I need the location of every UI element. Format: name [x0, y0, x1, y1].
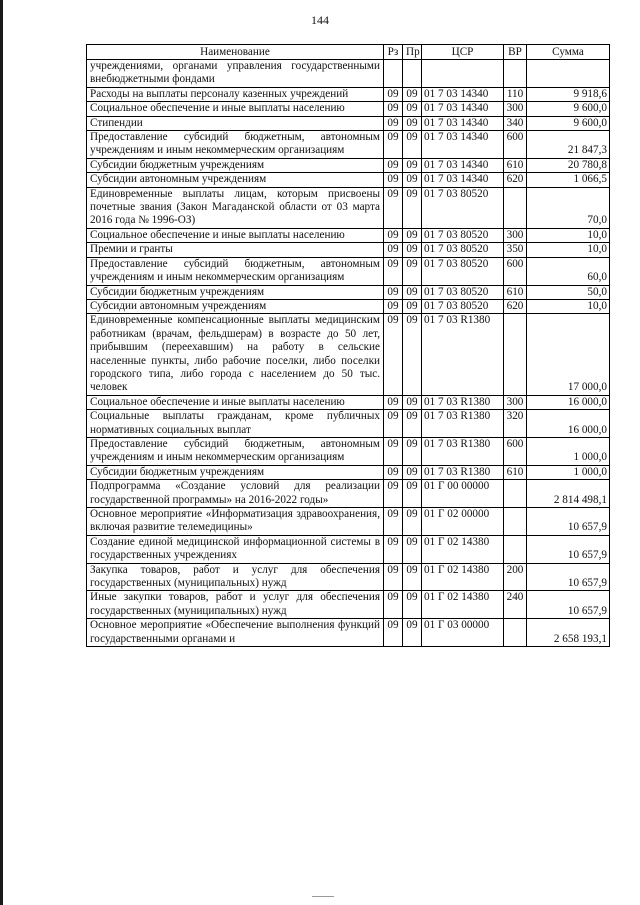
row-vr: 610 — [504, 465, 527, 479]
table-row — [87, 563, 610, 591]
row-rz: 09 — [384, 563, 403, 591]
row-pr: 09 — [403, 563, 422, 591]
row-sum: 9 600,0 — [527, 116, 610, 130]
row-vr: 300 — [504, 228, 527, 242]
row-rz: 09 — [384, 102, 403, 116]
row-pr: 09 — [403, 299, 422, 313]
row-vr: 600 — [504, 131, 527, 159]
table-row — [87, 508, 610, 536]
row-name: Субсидии автономным учреждениям — [87, 299, 384, 313]
row-csr: 01 Г 02 14380 — [422, 535, 504, 563]
row-pr: 09 — [403, 410, 422, 438]
table-row — [87, 299, 610, 313]
row-rz: 09 — [384, 87, 403, 101]
row-vr — [504, 187, 527, 228]
row-name: Субсидии бюджетным учреждениям — [87, 465, 384, 479]
row-csr: 01 7 03 80520 — [422, 299, 504, 313]
row-csr: 01 7 03 14340 — [422, 131, 504, 159]
table-row — [87, 60, 610, 88]
row-name: Расходы на выплаты персоналу казенных учреждений — [87, 87, 384, 101]
row-sum: 1 066,5 — [527, 173, 610, 187]
table-row — [87, 158, 610, 172]
table-row — [87, 228, 610, 242]
scan-mark — [312, 896, 334, 897]
row-csr: 01 7 03 14340 — [422, 87, 504, 101]
table-body — [87, 60, 610, 647]
row-csr: 01 7 03 14340 — [422, 173, 504, 187]
row-pr: 09 — [403, 131, 422, 159]
row-vr — [504, 619, 527, 647]
table-row — [87, 257, 610, 285]
header-rz: Рз — [384, 45, 403, 60]
row-vr — [504, 508, 527, 536]
row-csr: 01 7 03 80520 — [422, 257, 504, 285]
row-pr: 09 — [403, 285, 422, 299]
row-vr: 350 — [504, 243, 527, 257]
row-rz: 09 — [384, 465, 403, 479]
row-sum: 60,0 — [527, 257, 610, 285]
row-csr: 01 7 03 R1380 — [422, 437, 504, 465]
table-row — [87, 591, 610, 619]
row-name: Предоставление субсидий бюджетным, автономным учреждениям и иным некоммерческим организациям — [87, 437, 384, 465]
row-name: Единовременные компенсационные выплаты медицинским работникам (врачам, фельдшерам) в возрасте до 50 лет, прибывшим (переехавшим) на работу в сельские населенные пункты, либо рабочие поселки, либо поселки городского типа, либо города с населением до 50 тыс. человек — [87, 314, 384, 395]
row-sum: 70,0 — [527, 187, 610, 228]
row-csr: 01 7 03 R1380 — [422, 465, 504, 479]
row-pr: 09 — [403, 257, 422, 285]
row-vr: 610 — [504, 158, 527, 172]
row-sum: 21 847,3 — [527, 131, 610, 159]
table-row — [87, 285, 610, 299]
table-row — [87, 187, 610, 228]
page-number: 144 — [311, 13, 329, 27]
row-rz: 09 — [384, 173, 403, 187]
scan-edge — [0, 0, 3, 905]
row-pr: 09 — [403, 116, 422, 130]
row-pr: 09 — [403, 437, 422, 465]
row-csr: 01 7 03 R1380 — [422, 314, 504, 395]
row-sum: 10,0 — [527, 299, 610, 313]
row-sum: 50,0 — [527, 285, 610, 299]
row-csr: 01 Г 00 00000 — [422, 480, 504, 508]
row-vr: 110 — [504, 87, 527, 101]
row-name: Предоставление субсидий бюджетным, автономным учреждениям и иным некоммерческим организациям — [87, 257, 384, 285]
table-row — [87, 131, 610, 159]
row-pr: 09 — [403, 535, 422, 563]
row-vr — [504, 535, 527, 563]
row-csr: 01 7 03 80520 — [422, 243, 504, 257]
row-rz: 09 — [384, 158, 403, 172]
row-vr: 240 — [504, 591, 527, 619]
row-rz: 09 — [384, 437, 403, 465]
row-pr: 09 — [403, 465, 422, 479]
row-sum: 1 000,0 — [527, 437, 610, 465]
table-row — [87, 395, 610, 409]
row-vr: 200 — [504, 563, 527, 591]
row-vr: 620 — [504, 173, 527, 187]
row-csr — [422, 60, 504, 88]
row-pr: 09 — [403, 314, 422, 395]
row-vr: 300 — [504, 395, 527, 409]
row-vr: 320 — [504, 410, 527, 438]
row-name: Предоставление субсидий бюджетным, автономным учреждениям и иным некоммерческим организациям — [87, 131, 384, 159]
row-rz: 09 — [384, 285, 403, 299]
row-pr: 09 — [403, 187, 422, 228]
budget-table — [86, 44, 610, 647]
row-vr: 600 — [504, 257, 527, 285]
row-pr: 09 — [403, 591, 422, 619]
row-csr: 01 7 03 14340 — [422, 158, 504, 172]
row-name: Социальные выплаты гражданам, кроме публичных нормативных социальных выплат — [87, 410, 384, 438]
row-sum: 10 657,9 — [527, 535, 610, 563]
row-pr — [403, 60, 422, 88]
row-name: Подпрограмма «Создание условий для реализации государственной программы» на 2016-2022 годы» — [87, 480, 384, 508]
table-row — [87, 173, 610, 187]
row-sum: 16 000,0 — [527, 395, 610, 409]
row-sum: 10 657,9 — [527, 591, 610, 619]
row-rz: 09 — [384, 243, 403, 257]
table-header-row — [87, 45, 610, 60]
row-pr: 09 — [403, 395, 422, 409]
row-pr: 09 — [403, 87, 422, 101]
row-rz: 09 — [384, 535, 403, 563]
table-row — [87, 116, 610, 130]
row-sum: 10,0 — [527, 243, 610, 257]
row-csr: 01 7 03 80520 — [422, 187, 504, 228]
row-pr: 09 — [403, 480, 422, 508]
table-row — [87, 243, 610, 257]
row-vr: 600 — [504, 437, 527, 465]
row-name: Социальное обеспечение и иные выплаты населению — [87, 228, 384, 242]
row-rz: 09 — [384, 131, 403, 159]
row-pr: 09 — [403, 508, 422, 536]
row-csr: 01 7 03 R1380 — [422, 410, 504, 438]
row-vr: 340 — [504, 116, 527, 130]
row-csr: 01 7 03 R1380 — [422, 395, 504, 409]
row-rz: 09 — [384, 395, 403, 409]
row-pr: 09 — [403, 158, 422, 172]
row-sum: 2 658 193,1 — [527, 619, 610, 647]
row-rz: 09 — [384, 314, 403, 395]
row-rz: 09 — [384, 299, 403, 313]
row-vr — [504, 60, 527, 88]
row-name: Стипендии — [87, 116, 384, 130]
row-rz: 09 — [384, 228, 403, 242]
row-name: Закупка товаров, работ и услуг для обеспечения государственных (муниципальных) нужд — [87, 563, 384, 591]
table-row — [87, 465, 610, 479]
row-rz: 09 — [384, 508, 403, 536]
row-name: Основное мероприятие «Информатизация здравоохранения, включая развитие телемедицины» — [87, 508, 384, 536]
row-vr: 610 — [504, 285, 527, 299]
row-csr: 01 7 03 14340 — [422, 116, 504, 130]
table-row — [87, 535, 610, 563]
header-sum: Сумма — [527, 45, 610, 60]
header-pr: Пр — [403, 45, 422, 60]
row-vr: 620 — [504, 299, 527, 313]
row-sum — [527, 60, 610, 88]
row-sum: 1 000,0 — [527, 465, 610, 479]
row-pr: 09 — [403, 243, 422, 257]
row-name: Единовременные выплаты лицам, которым присвоены почетные звания (Закон Магаданской области от 03 марта 2016 года № 1996-ОЗ) — [87, 187, 384, 228]
table-row — [87, 480, 610, 508]
row-sum: 10 657,9 — [527, 508, 610, 536]
row-name: Субсидии автономным учреждениям — [87, 173, 384, 187]
row-csr: 01 Г 03 00000 — [422, 619, 504, 647]
header-name: Наименование — [87, 45, 384, 60]
row-rz: 09 — [384, 591, 403, 619]
row-pr: 09 — [403, 173, 422, 187]
row-pr: 09 — [403, 102, 422, 116]
row-sum: 10,0 — [527, 228, 610, 242]
row-sum: 10 657,9 — [527, 563, 610, 591]
row-sum: 2 814 498,1 — [527, 480, 610, 508]
row-sum: 17 000,0 — [527, 314, 610, 395]
row-name: Социальное обеспечение и иные выплаты населению — [87, 395, 384, 409]
row-pr: 09 — [403, 619, 422, 647]
row-name: учреждениями, органами управления государственными внебюджетными фондами — [87, 60, 384, 88]
row-csr: 01 Г 02 00000 — [422, 508, 504, 536]
row-name: Социальное обеспечение и иные выплаты населению — [87, 102, 384, 116]
row-csr: 01 7 03 80520 — [422, 228, 504, 242]
row-name: Создание единой медицинской информационной системы в государственных учреждениях — [87, 535, 384, 563]
row-rz: 09 — [384, 257, 403, 285]
row-name: Основное мероприятие «Обеспечение выполнения функций государственными органами и — [87, 619, 384, 647]
row-rz: 09 — [384, 116, 403, 130]
row-csr: 01 Г 02 14380 — [422, 591, 504, 619]
row-csr: 01 7 03 14340 — [422, 102, 504, 116]
row-vr — [504, 480, 527, 508]
header-vr: ВР — [504, 45, 527, 60]
row-sum: 20 780,8 — [527, 158, 610, 172]
table-row — [87, 87, 610, 101]
row-rz — [384, 60, 403, 88]
row-name: Премии и гранты — [87, 243, 384, 257]
row-name: Субсидии бюджетным учреждениям — [87, 285, 384, 299]
row-sum: 9 918,6 — [527, 87, 610, 101]
row-sum: 9 600,0 — [527, 102, 610, 116]
table-row — [87, 619, 610, 647]
row-csr: 01 Г 02 14380 — [422, 563, 504, 591]
row-rz: 09 — [384, 410, 403, 438]
row-rz: 09 — [384, 187, 403, 228]
table-row — [87, 314, 610, 395]
row-pr: 09 — [403, 228, 422, 242]
row-name: Иные закупки товаров, работ и услуг для обеспечения государственных (муниципальных) нужд — [87, 591, 384, 619]
table-row — [87, 102, 610, 116]
header-csr: ЦСР — [422, 45, 504, 60]
row-rz: 09 — [384, 480, 403, 508]
table-row — [87, 410, 610, 438]
row-csr: 01 7 03 80520 — [422, 285, 504, 299]
row-rz: 09 — [384, 619, 403, 647]
row-vr: 300 — [504, 102, 527, 116]
row-sum: 16 000,0 — [527, 410, 610, 438]
table-row — [87, 437, 610, 465]
row-name: Субсидии бюджетным учреждениям — [87, 158, 384, 172]
row-vr — [504, 314, 527, 395]
